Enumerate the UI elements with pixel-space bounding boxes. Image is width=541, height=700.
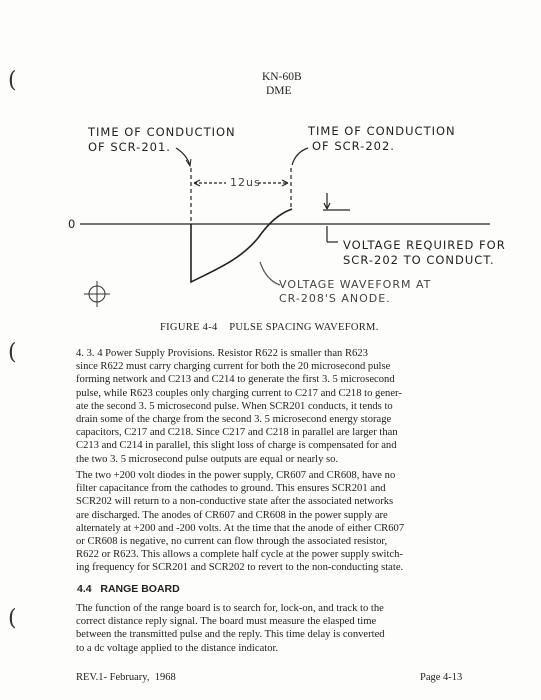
leader-waveform: [260, 262, 280, 285]
footer-revision: REV.1- February, 1968: [76, 672, 176, 683]
binder-hole-mark: (: [8, 68, 17, 93]
label-waveform: VOLTAGE WAVEFORM AT CR-208'S ANODE.: [279, 278, 432, 305]
section-heading: [77, 583, 180, 595]
paragraph-diodes: The two +200 volt diodes in the power supply, CR607 and CR608, have no filter capacitance from the cathodes to ground. This ensures SCR201 and SCR202 will return to a non-conductive state after the associated networks are discharged. The anodes of CR607 and CR608 in the power supply are alternately at +200 and -200 volts. At the time that the anode of either CR607 or CR608 is negative, no current can flow through the associated resistor, R622 or R623. This allows a complete half cycle at the power supply switch- ing frequency for SCR201 and SCR202 to revert to the non-conducting state.: [76, 470, 405, 574]
doc-model-number: KN-60B: [262, 71, 302, 83]
zero-axis-label: 0: [68, 217, 77, 231]
binder-hole-mark: (: [8, 606, 17, 631]
pulse-spacing-diagram: [0, 0, 541, 330]
label-voltage-required: VOLTAGE REQUIRED FOR SCR-202 TO CONDUCT.: [343, 238, 506, 267]
paragraph-power-supply: 4. 3. 4 Power Supply Provisions. Resistor R622 is smaller than R623 since R622 must carry charging current for both the 20 microsecond pulse forming network and C213 and C214 to generate the first 3. 5 microsecond pulse, while R623 couples only charging current to C217 and C218 to gener- ate the second 3. 5 microsecond pulse. When SCR201 conducts, it tends to drain some of the charge from the second 3. 5 microsecond energy storage capacitors, C217 and C218. Since C217 and C218 in parallel are larger than C213 and C214 in parallel, this slight loss of charge is compensated for and the two 3. 5 microsecond pulse outputs are equal or nearly so.: [76, 348, 402, 465]
binder-hole-mark: (: [8, 340, 17, 365]
label-scr202: TIME OF CONDUCTION OF SCR-202.: [308, 124, 456, 153]
registration-mark-icon: [84, 281, 110, 307]
footer-page-number: Page 4-13: [420, 672, 463, 683]
leader-scr202: [292, 148, 308, 165]
figure-caption: FIGURE 4-4 PULSE SPACING WAVEFORM.: [160, 322, 379, 333]
waveform-curve: [191, 209, 292, 282]
label-scr201: TIME OF CONDUCTION OF SCR-201.: [88, 125, 236, 154]
interval-label: 12us: [230, 176, 261, 189]
section-number: 4.4: [77, 583, 92, 595]
section-title: RANGE BOARD: [100, 583, 180, 595]
doc-subtitle: DME: [266, 85, 292, 97]
paragraph-range-board: The function of the range board is to search for, lock-on, and track to the correct distance reply signal. The board must measure the elasped time between the transmitted pulse and the reply. This time delay is converted to a dc voltage applied to the distance indicator.: [76, 603, 385, 654]
